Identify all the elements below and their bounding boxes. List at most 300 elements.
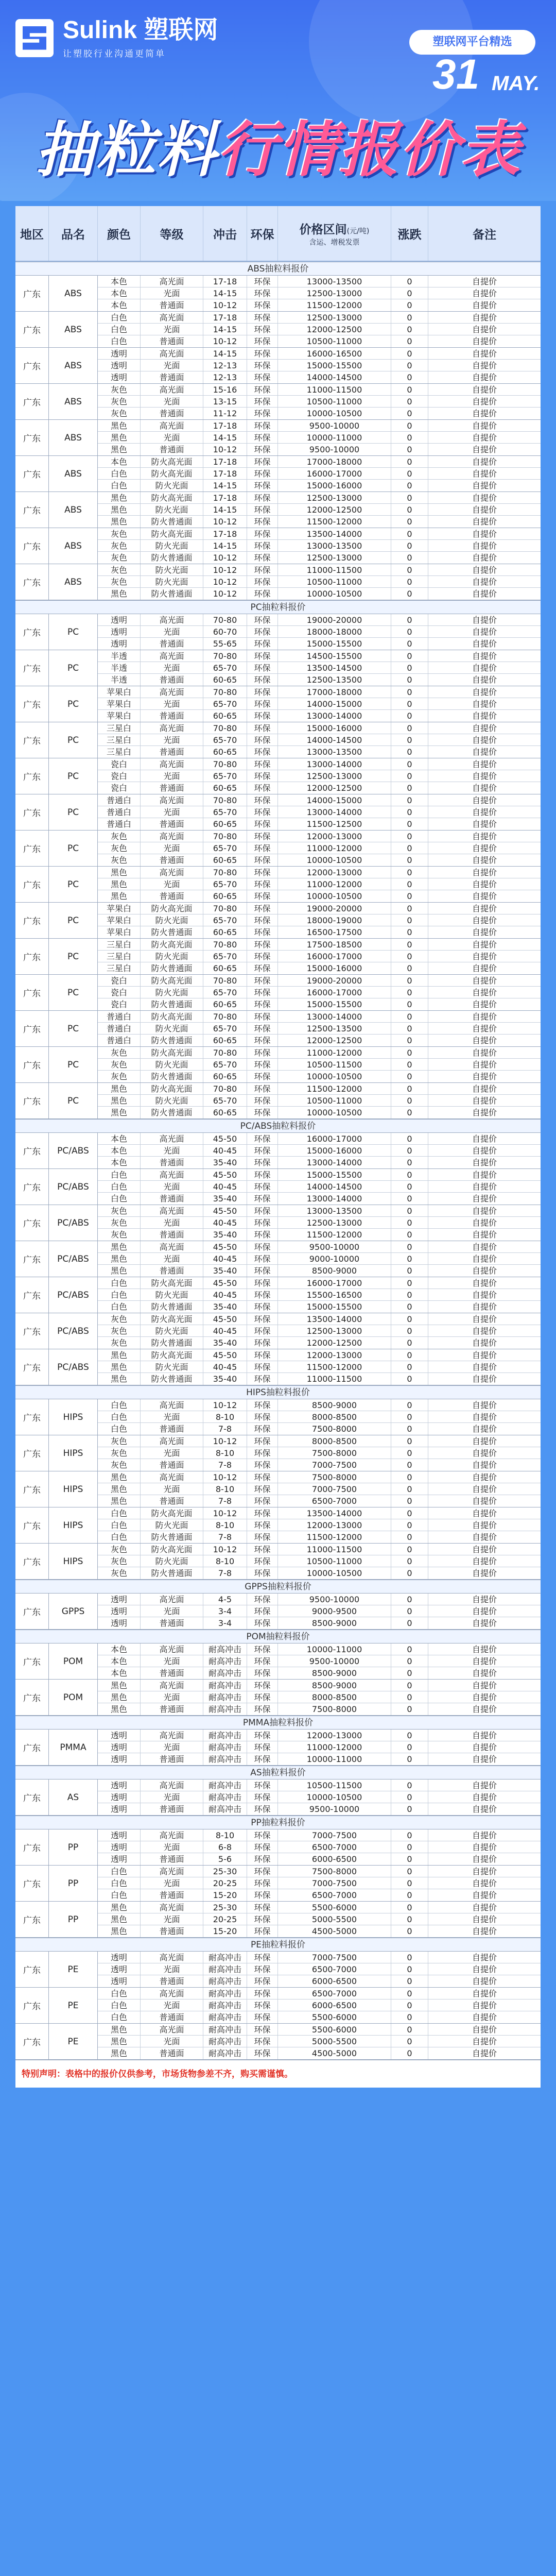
cell-remark: 自提价	[472, 1496, 497, 1506]
cell-grade: 普通面	[141, 1753, 203, 1765]
cell-eco: 环保	[247, 287, 278, 299]
table-row	[98, 1853, 541, 1865]
cell-price: 16000-17000	[278, 468, 391, 479]
cell-price: 11000-11500	[278, 1373, 391, 1385]
cell-price: 11000-11500	[278, 384, 391, 395]
cell-remark: 自提价	[472, 2037, 497, 2046]
cell-name: PC/ABS	[49, 1205, 98, 1241]
cell-impact: 11-12	[203, 408, 247, 419]
cell-change: 0	[391, 2011, 428, 2023]
cell-price: 13500-14000	[278, 528, 391, 539]
cell-impact: 60-65	[203, 890, 247, 902]
table-row	[98, 962, 541, 974]
cell-impact: 35-40	[203, 1229, 247, 1241]
cell-grade: 高光面	[141, 1643, 203, 1655]
cell-region: 广东	[15, 650, 49, 686]
table-row	[98, 1877, 541, 1889]
cell-grade: 防火普通面	[141, 1531, 203, 1543]
cell-eco: 环保	[247, 1791, 278, 1803]
cell-impact: 25-30	[203, 1866, 247, 1877]
cell-change: 0	[391, 758, 428, 770]
table-row	[98, 432, 541, 444]
cell-impact: 耐高冲击	[203, 2036, 247, 2047]
cell-change: 0	[391, 1703, 428, 1715]
cell-color: 透明	[98, 1594, 141, 1605]
cell-eco: 环保	[247, 1301, 278, 1313]
cell-remark: 自提价	[472, 1731, 497, 1740]
cell-grade: 高光面	[141, 348, 203, 359]
cell-grade: 光面	[141, 1447, 203, 1459]
product-group	[15, 1241, 541, 1277]
table-row	[98, 782, 541, 794]
cell-price: 6000-6500	[278, 1853, 391, 1865]
cell-grade: 普通面	[141, 890, 203, 902]
cell-impact: 60-65	[203, 854, 247, 866]
cell-remark: 自提价	[472, 663, 497, 673]
sulink-logo-icon	[15, 19, 54, 57]
cell-price: 8000-8500	[278, 1435, 391, 1447]
cell-eco: 环保	[247, 516, 278, 528]
cell-eco: 环保	[247, 420, 278, 431]
cell-region: 广东	[15, 1902, 49, 1937]
cell-remark: 自提价	[472, 529, 497, 539]
cell-remark: 自提价	[472, 2012, 497, 2022]
cell-color: 黑色	[98, 1913, 141, 1925]
cell-remark: 自提价	[472, 1048, 497, 1058]
cell-region: 广东	[15, 1011, 49, 1046]
cell-grade: 高光面	[141, 794, 203, 806]
cell-region: 广东	[15, 1594, 49, 1629]
cell-eco: 环保	[247, 348, 278, 359]
cell-color: 灰色	[98, 1447, 141, 1459]
cell-grade: 普通面	[141, 854, 203, 866]
col-region: 地区	[15, 206, 49, 261]
cell-remark: 自提价	[472, 963, 497, 973]
cell-grade: 普通面	[141, 1193, 203, 1205]
cell-remark: 自提价	[472, 1606, 497, 1616]
table-row	[98, 1471, 541, 1483]
cell-color: 透明	[98, 1605, 141, 1617]
cell-price: 12500-13000	[278, 1217, 391, 1228]
table-row	[98, 1791, 541, 1803]
cell-grade: 高光面	[141, 1988, 203, 1999]
cell-change: 0	[391, 1399, 428, 1411]
cell-price: 16000-17000	[278, 987, 391, 998]
table-row	[98, 1011, 541, 1023]
cell-eco: 环保	[247, 926, 278, 938]
cell-remark: 自提价	[472, 1242, 497, 1252]
table-row	[98, 939, 541, 951]
cell-change: 0	[391, 1181, 428, 1192]
cell-remark: 自提价	[472, 687, 497, 697]
cell-eco: 环保	[247, 299, 278, 311]
cell-change: 0	[391, 1902, 428, 1913]
cell-eco: 环保	[247, 1423, 278, 1435]
cell-impact: 14-15	[203, 480, 247, 492]
cell-grade: 普通面	[141, 1265, 203, 1277]
table-row	[98, 312, 541, 324]
cell-change: 0	[391, 806, 428, 818]
product-group	[15, 1643, 541, 1680]
cell-remark: 自提价	[472, 505, 497, 515]
cell-color: 黑色	[98, 1107, 141, 1118]
cell-price: 15000-16000	[278, 722, 391, 734]
cell-impact: 10-12	[203, 1471, 247, 1483]
cell-impact: 45-50	[203, 1133, 247, 1144]
cell-eco: 环保	[247, 1531, 278, 1543]
cell-color: 黑色	[98, 867, 141, 878]
cell-grade: 高光面	[141, 722, 203, 734]
cell-color: 灰色	[98, 1047, 141, 1058]
table-row	[98, 818, 541, 830]
cell-grade: 光面	[141, 324, 203, 335]
table-row	[98, 1667, 541, 1679]
cell-price: 10000-11000	[278, 1643, 391, 1655]
cell-impact: 17-18	[203, 456, 247, 467]
page-title	[5, 114, 551, 187]
cell-price: 16500-17500	[278, 926, 391, 938]
cell-change: 0	[391, 1889, 428, 1901]
table-row	[98, 1780, 541, 1791]
cell-grade: 高光面	[141, 384, 203, 395]
cell-impact: 40-45	[203, 1181, 247, 1192]
cell-price: 7500-8000	[278, 1703, 391, 1715]
cell-color: 透明	[98, 1803, 141, 1815]
cell-impact: 耐高冲击	[203, 2024, 247, 2035]
cell-color: 黑色	[98, 1349, 141, 1361]
cell-eco: 环保	[247, 1253, 278, 1264]
cell-change: 0	[391, 818, 428, 830]
cell-color: 黑色	[98, 2024, 141, 2035]
cell-impact: 耐高冲击	[203, 1780, 247, 1791]
cell-eco: 环保	[247, 1023, 278, 1034]
cell-eco: 环保	[247, 818, 278, 830]
table-row	[98, 1913, 541, 1925]
cell-grade: 防火光面	[141, 951, 203, 962]
cell-change: 0	[391, 1035, 428, 1046]
cell-price: 12500-13500	[278, 1023, 391, 1034]
cell-price: 16000-17000	[278, 1277, 391, 1289]
cell-price: 12000-12500	[278, 504, 391, 515]
cell-impact: 70-80	[203, 867, 247, 878]
cell-change: 0	[391, 1999, 428, 2011]
cell-grade: 高光面	[141, 831, 203, 842]
cell-impact: 45-50	[203, 1169, 247, 1180]
cell-change: 0	[391, 516, 428, 528]
cell-change: 0	[391, 1741, 428, 1753]
cell-remark: 自提价	[472, 1842, 497, 1852]
cell-remark: 自提价	[472, 1084, 497, 1094]
table-row	[98, 371, 541, 383]
cell-region: 广东	[15, 1349, 49, 1385]
cell-color: 透明	[98, 638, 141, 650]
table-row	[98, 710, 541, 722]
product-group	[15, 1952, 541, 1988]
cell-grade: 光面	[141, 770, 203, 782]
cell-price: 9500-10000	[278, 1241, 391, 1252]
cell-impact: 45-50	[203, 1313, 247, 1325]
cell-name: PC	[49, 650, 98, 686]
cell-price: 13000-14000	[278, 710, 391, 722]
cell-remark: 自提价	[472, 1460, 497, 1470]
cell-color: 普通白	[98, 794, 141, 806]
table-row	[98, 1217, 541, 1229]
cell-price: 6500-7000	[278, 1495, 391, 1507]
cell-color: 黑色	[98, 1373, 141, 1385]
cell-grade: 防火高光面	[141, 1083, 203, 1094]
cell-change: 0	[391, 662, 428, 673]
price-section	[15, 1716, 541, 1766]
cell-name: ABS	[49, 348, 98, 383]
cell-color: 本色	[98, 456, 141, 467]
cell-grade: 普通面	[141, 1667, 203, 1679]
cell-eco: 环保	[247, 758, 278, 770]
table-row	[98, 324, 541, 335]
cell-remark: 自提价	[472, 615, 497, 625]
cell-change: 0	[391, 987, 428, 998]
cell-change: 0	[391, 1011, 428, 1022]
cell-grade: 光面	[141, 1999, 203, 2011]
table-row	[98, 348, 541, 360]
cell-color: 白色	[98, 480, 141, 492]
cell-change: 0	[391, 1145, 428, 1156]
table-row	[98, 1241, 541, 1253]
col-eco: 环保	[247, 206, 278, 261]
cell-color: 黑色	[98, 420, 141, 431]
product-group	[15, 1730, 541, 1766]
cell-region: 广东	[15, 492, 49, 528]
cell-color: 灰色	[98, 831, 141, 842]
cell-change: 0	[391, 1277, 428, 1289]
cell-grade: 普通面	[141, 1495, 203, 1507]
cell-eco: 环保	[247, 1902, 278, 1913]
cell-eco: 环保	[247, 1399, 278, 1411]
cell-impact: 60-65	[203, 818, 247, 830]
cell-color: 本色	[98, 299, 141, 311]
cell-grade: 光面	[141, 1691, 203, 1703]
col-price-label: 价格区间	[299, 223, 347, 236]
cell-color: 灰色	[98, 576, 141, 587]
cell-impact: 耐高冲击	[203, 1691, 247, 1703]
cell-color: 灰色	[98, 1337, 141, 1349]
cell-impact: 10-12	[203, 335, 247, 347]
cell-remark: 自提价	[472, 832, 497, 841]
cell-price: 12500-13000	[278, 1325, 391, 1336]
cell-change: 0	[391, 1471, 428, 1483]
cell-grade: 防火高光面	[141, 1544, 203, 1555]
table-row	[98, 1753, 541, 1765]
cell-remark: 自提价	[472, 1890, 497, 1900]
table-row	[98, 1963, 541, 1975]
cell-color: 本色	[98, 1655, 141, 1667]
cell-remark: 自提价	[472, 1520, 497, 1530]
cell-eco: 环保	[247, 782, 278, 794]
table-row	[98, 1925, 541, 1937]
price-section	[15, 1816, 541, 1938]
cell-grade: 光面	[141, 1217, 203, 1228]
cell-color: 黑色	[98, 1483, 141, 1495]
cell-grade: 防火光面	[141, 540, 203, 551]
cell-color: 透明	[98, 626, 141, 637]
cell-remark: 自提价	[472, 651, 497, 661]
cell-color: 白色	[98, 2011, 141, 2023]
cell-impact: 10-12	[203, 564, 247, 575]
cell-price: 11500-12000	[278, 1361, 391, 1372]
cell-remark: 自提价	[472, 988, 497, 997]
cell-remark: 自提价	[472, 1742, 497, 1752]
product-group	[15, 528, 541, 564]
cell-name: PE	[49, 1988, 98, 2023]
cell-grade: 防火光面	[141, 914, 203, 926]
cell-change: 0	[391, 1325, 428, 1336]
cell-color: 苹果白	[98, 914, 141, 926]
cell-grade: 普通面	[141, 638, 203, 650]
table-row	[98, 420, 541, 432]
cell-name: PC	[49, 794, 98, 830]
cell-impact: 14-15	[203, 540, 247, 551]
table-row	[98, 552, 541, 564]
cell-impact: 17-18	[203, 492, 247, 503]
cell-price: 9500-10000	[278, 420, 391, 431]
cell-change: 0	[391, 2036, 428, 2047]
cell-region: 广东	[15, 1780, 49, 1815]
cell-grade: 普通面	[141, 782, 203, 794]
cell-grade: 普通面	[141, 1975, 203, 1987]
cell-change: 0	[391, 842, 428, 854]
cell-grade: 防火高光面	[141, 468, 203, 479]
cell-color: 本色	[98, 1133, 141, 1144]
cell-remark: 自提价	[472, 1338, 497, 1348]
table-row	[98, 1703, 541, 1715]
cell-eco: 环保	[247, 1483, 278, 1495]
cell-impact: 60-65	[203, 746, 247, 758]
table-row	[98, 1605, 541, 1617]
table-row	[98, 1999, 541, 2011]
cell-eco: 环保	[247, 384, 278, 395]
table-row	[98, 1975, 541, 1987]
cell-name: PC/ABS	[49, 1169, 98, 1205]
cell-eco: 环保	[247, 987, 278, 998]
cell-eco: 环保	[247, 1519, 278, 1531]
cell-impact: 10-12	[203, 588, 247, 600]
cell-color: 普通白	[98, 1035, 141, 1046]
cell-grade: 防火高光面	[141, 939, 203, 950]
cell-price: 10000-10500	[278, 588, 391, 600]
cell-impact: 耐高冲击	[203, 1703, 247, 1715]
title-part1: 抽粒料	[35, 115, 217, 185]
cell-price: 7000-7500	[278, 1483, 391, 1495]
cell-remark: 自提价	[472, 517, 497, 527]
cell-change: 0	[391, 420, 428, 431]
cell-impact: 65-70	[203, 806, 247, 818]
cell-change: 0	[391, 903, 428, 914]
cell-impact: 10-12	[203, 516, 247, 528]
cell-region: 广东	[15, 794, 49, 830]
cell-grade: 普通面	[141, 1889, 203, 1901]
cell-remark: 自提价	[472, 1953, 497, 1962]
cell-price: 7000-7500	[278, 1877, 391, 1889]
cell-remark: 自提价	[472, 1509, 497, 1518]
table-row	[98, 1265, 541, 1277]
cell-impact: 14-15	[203, 324, 247, 335]
cell-change: 0	[391, 1780, 428, 1791]
cell-eco: 环保	[247, 1803, 278, 1815]
cell-impact: 3-4	[203, 1617, 247, 1629]
table-row	[98, 734, 541, 746]
table-row	[98, 492, 541, 504]
cell-change: 0	[391, 1047, 428, 1058]
cell-impact: 7-8	[203, 1531, 247, 1543]
cell-grade: 防火高光面	[141, 1047, 203, 1058]
cell-eco: 环保	[247, 674, 278, 686]
cell-name: PC	[49, 903, 98, 938]
cell-grade: 光面	[141, 1841, 203, 1853]
cell-change: 0	[391, 312, 428, 323]
cell-price: 14000-14500	[278, 371, 391, 383]
cell-price: 7000-7500	[278, 1952, 391, 1963]
cell-impact: 8-10	[203, 1483, 247, 1495]
cell-eco: 环保	[247, 1963, 278, 1975]
product-group	[15, 1083, 541, 1119]
cell-change: 0	[391, 396, 428, 407]
cell-change: 0	[391, 939, 428, 950]
cell-price: 14000-15000	[278, 698, 391, 709]
section-title: AS抽粒料报价	[15, 1766, 541, 1780]
cell-name: PC	[49, 1047, 98, 1082]
table-row	[98, 1988, 541, 1999]
cell-region: 广东	[15, 2024, 49, 2059]
cell-color: 黑色	[98, 1902, 141, 1913]
cell-grade: 防火光面	[141, 1059, 203, 1070]
cell-impact: 耐高冲击	[203, 1680, 247, 1691]
cell-grade: 普通面	[141, 1703, 203, 1715]
cell-eco: 环保	[247, 1853, 278, 1865]
cell-eco: 环保	[247, 1567, 278, 1579]
cell-remark: 自提价	[472, 916, 497, 925]
cell-remark: 自提价	[472, 1976, 497, 1986]
cell-remark: 自提价	[472, 1903, 497, 1912]
cell-remark: 自提价	[472, 1424, 497, 1434]
cell-change: 0	[391, 626, 428, 637]
cell-price: 13500-14000	[278, 1507, 391, 1519]
table-row	[98, 1107, 541, 1118]
cell-grade: 防火普通面	[141, 1567, 203, 1579]
cell-color: 灰色	[98, 1435, 141, 1447]
table-row	[98, 1459, 541, 1471]
cell-region: 广东	[15, 1241, 49, 1277]
col-color: 颜色	[98, 206, 141, 261]
cell-price: 10500-11500	[278, 1059, 391, 1070]
cell-impact: 60-65	[203, 1035, 247, 1046]
cell-remark: 自提价	[472, 1218, 497, 1228]
cell-impact: 40-45	[203, 1253, 247, 1264]
table-row	[98, 2036, 541, 2047]
cell-region: 广东	[15, 348, 49, 383]
cell-name: PC	[49, 975, 98, 1010]
cell-remark: 自提价	[472, 747, 497, 757]
cell-remark: 自提价	[472, 313, 497, 323]
cell-change: 0	[391, 1447, 428, 1459]
cell-color: 白色	[98, 1988, 141, 1999]
cell-price: 6500-7000	[278, 1988, 391, 1999]
cell-price: 13000-14000	[278, 1193, 391, 1205]
cell-eco: 环保	[247, 1703, 278, 1715]
cell-region: 广东	[15, 758, 49, 794]
cell-name: PC	[49, 1083, 98, 1118]
cell-price: 7500-8000	[278, 1866, 391, 1877]
cell-change: 0	[391, 1229, 428, 1241]
cell-change: 0	[391, 2024, 428, 2035]
